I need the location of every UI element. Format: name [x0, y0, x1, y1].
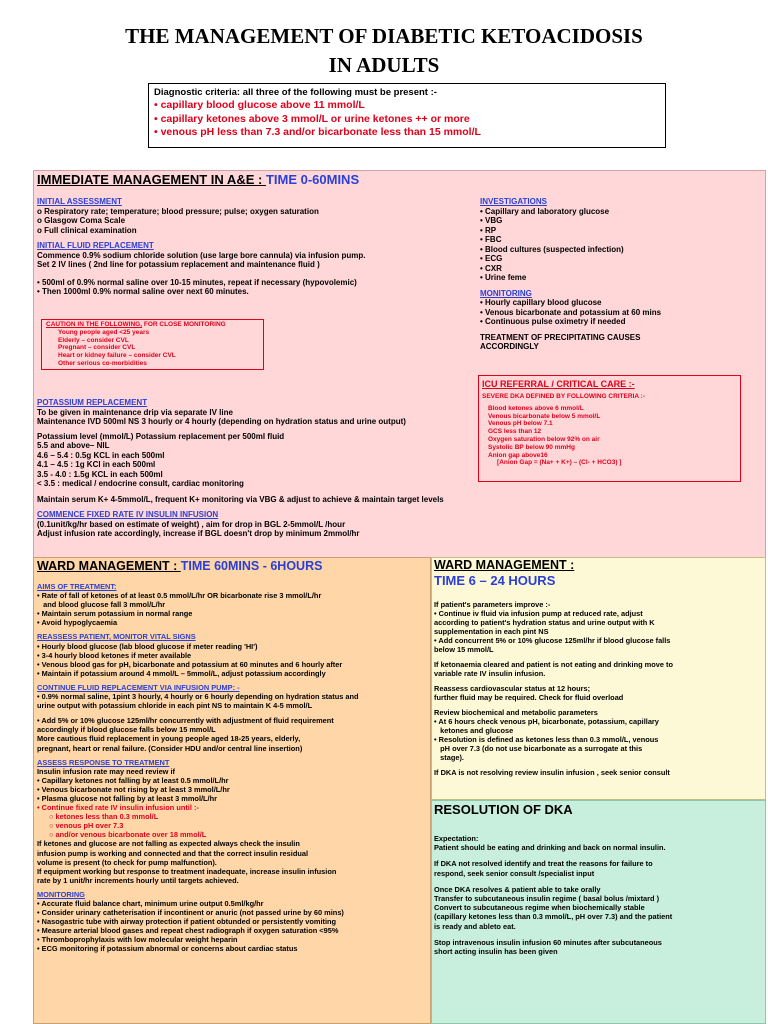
page-title [0, 22, 768, 80]
assessment-line: o Respiratory rate; temperature; blood pressure; pulse; oxygen saturation [37, 206, 319, 216]
monitoring-item: • Hourly capillary blood glucose [480, 298, 602, 307]
ward-monitoring-line: • Thromboprophylaxis with low molecular weight heparin [37, 935, 238, 945]
icu-criterion: GCS less than 12 [488, 428, 542, 436]
ward-late-line: ketones and glucose [434, 726, 514, 735]
reassess-line: • Venous blood gas for pH, bicarbonate and potassium at 60 minutes and 6 hourly after [37, 659, 343, 669]
potassium-line: 3.5 - 4.0 : 1.5g KCL in each 500ml [37, 469, 163, 479]
ward-early-heading-label: WARD MANAGEMENT : [37, 559, 181, 573]
ward-fluid-line: urine output with potassium chloride in each pint NS to maintain K 4-5 mmol/L [37, 701, 313, 711]
ward-fluid-line: accordingly if blood glucose falls below 15 mmol/L [37, 725, 216, 735]
target-item: ○ ketones less than 0.3 mmol/L [49, 812, 429, 821]
investigations-section [480, 197, 760, 362]
ward-monitoring-line: • ECG monitoring if potassium abnormal or concerns about cardiac status [37, 944, 298, 954]
ward-late-content [434, 600, 762, 798]
resolution-content [434, 834, 762, 1019]
resolution-line: is ready and ableto eat. [434, 921, 516, 931]
ward-fluid-title: CONTINUE FLUID REPLACEMENT VIA INFUSION PUMP: - [37, 682, 240, 692]
ward-late-line: • Continue iv fluid via infusion pump at reduced rate, adjust [434, 609, 643, 618]
ward-early-time: TIME 60MINS - 6HOURS [180, 559, 323, 573]
ward-late-line: If ketonaemia cleared and patient is not eating and drinking move to [434, 660, 674, 669]
ward-late-line: If patient's parameters improve :- [434, 600, 551, 609]
response-title: ASSESS RESPONSE TO TREATMENT [37, 757, 170, 767]
caution-item: Other serious co-morbidities [58, 359, 147, 367]
ward-late-line: • Add concurrent 5% or 10% glucose 125ml/hr if blood glucose falls [434, 636, 671, 645]
ward-late-line: stage). [434, 753, 464, 762]
investigation-item: • Urine feme [480, 273, 527, 282]
aims-line: • Rate of fall of ketones of at least 0.5 mmol/L/hr OR bicarbonate rise 3 mmol/L/hr [37, 591, 322, 601]
ward-monitoring-line: • Accurate fluid balance chart, minimum urine output 0.5ml/kg/hr [37, 899, 264, 908]
reassess-line: • 3-4 hourly blood ketones if meter available [37, 650, 192, 660]
caution-box [41, 319, 264, 370]
resolution-line [434, 931, 762, 938]
caution-title-text: CAUTION IN THE FOLLOWING, [46, 321, 143, 328]
investigation-item: • CXR [480, 263, 502, 273]
response-line: • Plasma glucose not falling by at least 3 mmol/L/hr [37, 793, 218, 803]
ward-late-heading: WARD MANAGEMENT : [434, 558, 575, 572]
potassium-line: 4.1 – 4.5 : 1g KCl in each 500ml [37, 460, 156, 469]
diagnostic-item: • venous pH less than 7.3 and/or bicarbonate less than 15 mmol/L [154, 126, 481, 138]
ward-fluid-line: • Add 5% or 10% glucose 125ml/hr concurrently with adjustment of fluid requirement [37, 716, 334, 726]
ward-late-line: Review biochemical and metabolic parameters [434, 708, 598, 717]
diagnostic-item: • capillary ketones above 3 mmol/L or urine ketones ++ or more [154, 112, 470, 125]
resolution-line: Once DKA resolves & patient able to take orally [434, 884, 601, 894]
investigation-item: • ECG [480, 254, 503, 263]
icu-criterion: Blood ketones above 6 mmol/L [488, 404, 584, 412]
insulin-line: (0.1unit/kg/hr based on estimate of weight) , aim for drop in BGL 2-5mmol/L /hour [37, 519, 346, 529]
ward-late-line: If DKA is not resolving review insulin infusion , seek senior consult [434, 768, 670, 777]
assessment-line: o Full clinical examination [37, 225, 137, 235]
immediate-heading [37, 172, 359, 188]
ward-late-line: below 15 mmol/L [434, 645, 494, 654]
potassium-line: Maintenance IVD 500ml NS 3 hourly or 4 hourly (depending on hydration status and urine output) [37, 417, 406, 426]
resolution-line: Transfer to subcutaneous insulin regime ( basal bolus /mixtard ) [434, 894, 660, 904]
potassium-line: 5.5 and above– NIL [37, 441, 110, 450]
response-note: infusion pump is working and connected and that the correct insulin residual [37, 848, 309, 858]
ward-monitoring-title: MONITORING [37, 889, 85, 899]
caution-item: Pregnant – consider CVL [58, 344, 136, 352]
resolution-line: Expectation: [434, 834, 479, 843]
potassium-line: Potassium level (mmol/L) Potassium replacement per 500ml fluid [37, 431, 285, 441]
investigation-item: • RP [480, 225, 497, 235]
aims-title: AIMS OF TREATMENT: [37, 582, 117, 591]
investigation-item: • Blood cultures (suspected infection) [480, 244, 624, 254]
icu-criterion: Venous bicarbonate below 5 mmol/L [488, 412, 601, 420]
monitoring-item: • Venous bicarbonate and potassium at 60 mins [480, 307, 662, 317]
ward-late-line: further fluid may be required. Check for fluid overload [434, 693, 624, 702]
potassium-title: POTASSIUM REPLACEMENT [37, 398, 148, 407]
page-title-line-1: THE MANAGEMENT OF DIABETIC KETOACIDOSIS [125, 24, 643, 48]
potassium-line: 4.6 – 5.4 : 0.5g KCL in each 500ml [37, 450, 165, 460]
ward-late-time: TIME 6 – 24 HOURS [434, 573, 556, 588]
monitoring-item: • Continuous pulse oximetry if needed [480, 317, 626, 326]
resolution-line: (capillary ketones less than 0.3 mmol/L, pH over 7.3) and the patient [434, 912, 673, 922]
assessment-line: o Glasgow Coma Scale [37, 216, 126, 225]
aims-line: • Maintain serum potassium in normal range [37, 609, 193, 619]
precipitating-causes-2: ACCORDINGLY [480, 342, 539, 351]
ward-late-line: • Resolution is defined as ketones less than 0.3 mmol/L, venous [434, 735, 659, 744]
ward-fluid-line: • 0.9% normal saline, 1pint 3 hourly, 4 hourly or 6 hourly depending on hydration status and [37, 692, 359, 702]
fluid-line: Commence 0.9% sodium chloride solution (use large bore cannula) via infusion pump. [37, 250, 366, 260]
precipitating-causes: TREATMENT OF PRECIPITATING CAUSES [480, 332, 641, 342]
reassess-title: REASSESS PATIENT, MONITOR VITAL SIGNS [37, 632, 196, 642]
diagnostic-heading: Diagnostic criteria: all three of the following must be present :- [154, 87, 437, 98]
potassium-line: To be given in maintenance drip via separate IV line [37, 407, 233, 417]
response-line: Insulin infusion rate may need review if [37, 766, 175, 776]
icu-criterion: Venous pH below 7.1 [488, 420, 553, 428]
ward-late-line: pH over 7.3 (do not use bicarbonate as a surrogate at this [434, 744, 643, 753]
continue-insulin-line: • Continue fixed rate IV insulin infusion until :- [37, 803, 199, 813]
diagnostic-item: • capillary blood glucose above 11 mmol/L [154, 99, 365, 111]
fluid-line: • 500ml of 0.9% normal saline over 10-15 minutes, repeat if necessary (hypovolemic) [37, 277, 357, 287]
ward-monitoring-line: • Consider urinary catheterisation if incontinent or anuric (not passed urine by 60 mins) [37, 908, 344, 918]
initial-assessment-title: INITIAL ASSESSMENT [37, 197, 122, 206]
reassess-line: • Maintain if potassium around 4 mmol/L – 5mmol/L, adjust potassium accordingly [37, 668, 326, 678]
resolution-line: short acting insulin has been given [434, 947, 558, 957]
icu-heading: ICU REFERRAL / CRITICAL CARE :- [482, 379, 635, 389]
immediate-time: TIME 0-60MINS [265, 172, 360, 187]
fluid-line: • Then 1000ml 0.9% normal saline over next 60 minutes. [37, 287, 249, 296]
icu-referral-box [478, 375, 741, 482]
icu-subheading: SEVERE DKA DEFINED BY FOLLOWING CRITERIA :- [482, 393, 645, 400]
caution-item: Elderly – consider CVL [58, 336, 129, 344]
investigation-item: • FBC [480, 235, 502, 244]
resolution-line [434, 878, 762, 885]
icu-criterion: Systolic BP below 90 mmHg [488, 443, 575, 451]
response-note: rate by 1 unit/hr increments hourly until targets achieved. [37, 875, 239, 885]
response-note: volume is present (to check for pump malfunction). [37, 857, 217, 867]
icu-criterion: [Anion Gap = (Na+ + K+) – (Cl- + HCO3) ] [488, 459, 622, 467]
resolution-line: If DKA not resolved identify and treat the reasons for failure to [434, 859, 653, 869]
response-line: • Capillary ketones not falling by at least 0.5 mmol/L/hr [37, 775, 229, 785]
icu-criterion: Oxygen saturation below 92% on air [488, 435, 600, 443]
caution-title-suffix: FOR CLOSE MONITORING [142, 321, 226, 328]
resolution-line: respond, seek senior consult /specialist input [434, 868, 595, 878]
potassium-line: Maintain serum K+ 4-5mmol/L, frequent K+ monitoring via VBG & adjust to achieve & maintain target levels [37, 494, 444, 504]
aims-line: and blood glucose fall 3 mmol/L/hr [37, 600, 166, 610]
response-line: • Venous bicarbonate not rising by at least 3 mmol/L/hr [37, 784, 230, 794]
fluid-line [37, 270, 467, 278]
resolution-targets-list [37, 812, 429, 839]
investigation-item: • Capillary and laboratory glucose [480, 206, 610, 216]
caution-item: Young people aged <25 years [58, 328, 150, 336]
insulin-title: COMMENCE FIXED RATE IV INSULIN INFUSION [37, 510, 219, 519]
diagnostic-criteria-box [148, 83, 666, 148]
resolution-line [434, 852, 762, 859]
fluid-line: Set 2 IV lines ( 2nd line for potassium replacement and maintenance fluid ) [37, 260, 320, 269]
target-item: ○ venous pH over 7.3 [49, 821, 429, 830]
caution-title [46, 321, 259, 329]
potassium-line: < 3.5 : medical / endocrine consult, cardiac monitoring [37, 479, 244, 488]
ward-late-line: according to patient's hydration status and urine output with K [434, 618, 655, 627]
aims-line: • Avoid hypoglycaemia [37, 618, 118, 628]
ward-late-line: variable rate IV insulin infusion. [434, 669, 546, 678]
ward-late-line: • At 6 hours check venous pH, bicarbonate, potassium, capillary [434, 717, 659, 726]
ward-late-line: supplementation in each pint NS [434, 627, 549, 636]
monitoring-title: MONITORING [480, 288, 532, 298]
ward-late-line: Reassess cardiovascular status at 12 hours; [434, 684, 591, 693]
investigation-item: • VBG [480, 216, 503, 225]
resolution-line: Patient should be eating and drinking and back on normal insulin. [434, 843, 666, 853]
resolution-line: Convert to subcutaneous regime when biochemically stable [434, 903, 645, 913]
target-item: ○ and/or venous bicarbonate over 18 mmol/L [49, 830, 429, 839]
investigations-title: INVESTIGATIONS [480, 197, 547, 206]
resolution-line: Stop intravenous insulin infusion 60 minutes after subcutaneous [434, 937, 662, 947]
page-title-line-2: IN ADULTS [328, 53, 440, 77]
reassess-line: • Hourly blood glucose (lab blood glucose if meter reading 'HI') [37, 641, 258, 651]
ward-early-heading [37, 558, 322, 574]
potassium-section [37, 398, 507, 553]
icu-criterion: Anion gap above16 [488, 451, 548, 459]
immediate-heading-label: IMMEDIATE MANAGEMENT IN A&E : [37, 172, 266, 187]
ward-fluid-line: More cautious fluid replacement in young people aged 18-25 years, elderly, [37, 734, 301, 744]
response-note: If equipment working but response to treatment inadequate, increase insulin infusion [37, 866, 337, 876]
immediate-left-column [37, 197, 467, 315]
response-note: If ketones and glucose are not falling as expected always check the insulin [37, 839, 300, 849]
ward-monitoring-line: • Nasogastric tube with airway protection if patient obtunded or persistently vomiting [37, 917, 337, 927]
ward-early-content [37, 582, 429, 1022]
initial-fluid-title: INITIAL FLUID REPLACEMENT [37, 241, 154, 250]
ward-monitoring-line: • Measure arterial blood gases and repeat chest radiograph if oxygen saturation <95% [37, 926, 339, 936]
caution-item: Heart or kidney failure – consider CVL [58, 352, 176, 360]
ward-fluid-line: pregnant, heart or renal failure. (Consider HDU and/or central line insertion) [37, 743, 303, 753]
insulin-line: Adjust infusion rate accordingly, increase if BGL doesn't drop by minimum 2mmol/hr [37, 529, 360, 538]
resolution-heading: RESOLUTION OF DKA [434, 802, 573, 817]
